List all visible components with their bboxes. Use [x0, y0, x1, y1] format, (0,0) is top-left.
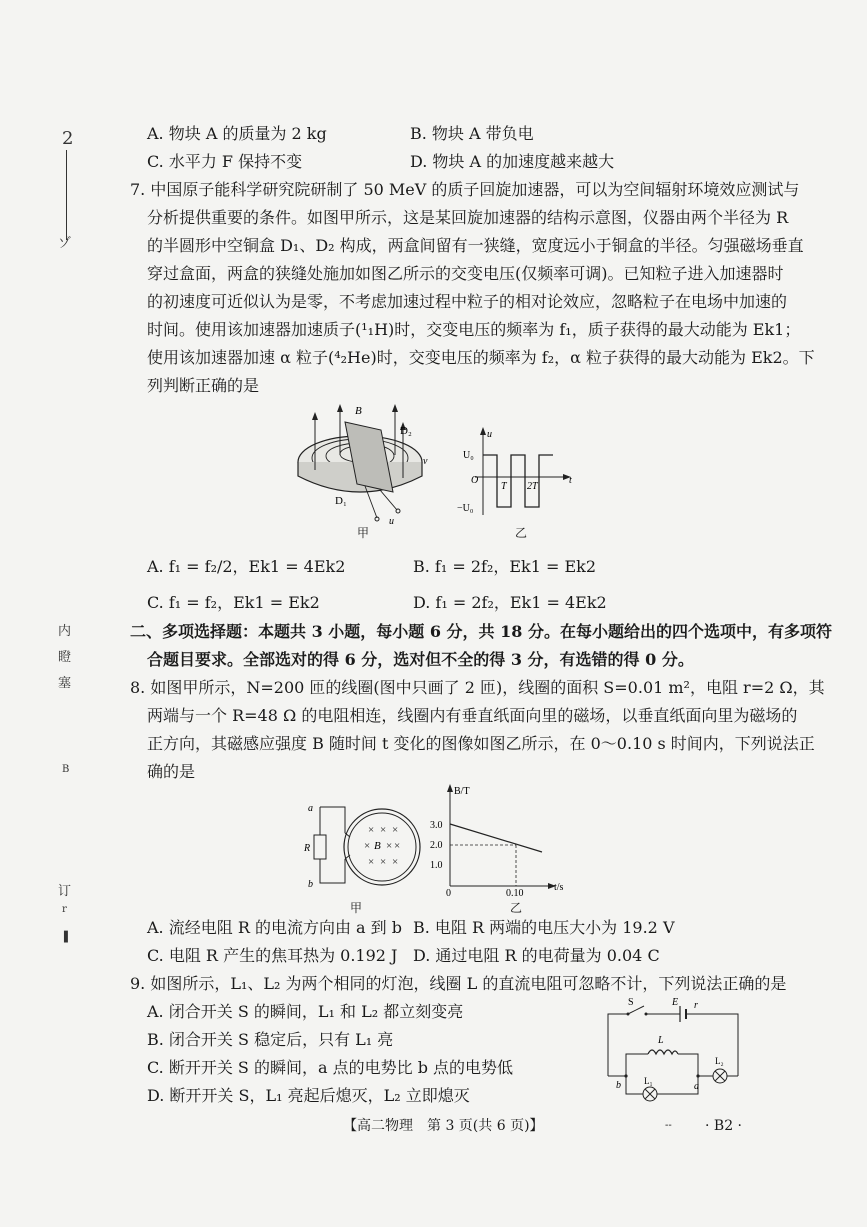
q7-line: 的初速度可近似认为是零，不考虑加速过程中粒子的相对论效应，忽略粒子在电场中加速的 — [147, 292, 788, 311]
square-wave-figure — [455, 425, 580, 520]
label-u: u — [389, 516, 394, 527]
margin-mark: 2 — [62, 128, 74, 149]
q7-line: 列判断正确的是 — [147, 376, 260, 395]
b-t-graph — [420, 782, 580, 897]
node-a — [696, 1074, 699, 1077]
q9-option-b: B. 闭合开关 S 稳定后，只有 L₁ 亮 — [147, 1030, 394, 1049]
q8-line: 8. 如图甲所示，N=200 匝的线圈(图中只画了 2 匝)，线圈的面积 S=0.01 m²，电阻 r=2 Ω，其 — [130, 678, 825, 697]
label-t1: T — [501, 481, 507, 492]
q9-stem: 9. 如图所示，L₁、L₂ 为两个相同的灯泡，线圈 L 的直流电阻可忽略不计，下列说法正确的是 — [130, 974, 787, 993]
q7-option-d: D. f₁ = 2f₂，Ek1 = 4Ek2 — [413, 593, 607, 612]
node-b — [624, 1074, 627, 1077]
margin-mark: ▐ — [60, 932, 68, 943]
svg-text:×: × — [380, 824, 387, 836]
label-v: v — [423, 456, 428, 467]
q6-option-a: A. 物块 A 的质量为 2 kg — [147, 124, 327, 143]
label-s: S — [628, 997, 634, 1008]
field-crosses — [364, 824, 400, 868]
y-axis-arrow — [447, 784, 453, 792]
x-axis-label: t/s — [554, 882, 564, 893]
q7-option-a: A. f₁ = f₂/2，Ek1 = 4Ek2 — [147, 557, 346, 576]
section-heading: 合题目要求。全部选对的得 6 分，选对但不全的得 3 分，有选错的得 0 分。 — [147, 650, 694, 669]
q6-option-b: B. 物块 A 带负电 — [410, 124, 534, 143]
y-tick-3: 3.0 — [430, 820, 443, 831]
q8-option-a: A. 流经电阻 R 的电流方向由 a 到 b — [147, 918, 402, 937]
svg-text:×: × — [394, 840, 401, 852]
b-line — [450, 824, 542, 852]
q8-line: 两端与一个 R=48 Ω 的电阻相连，线圈内有垂直纸面向里的磁场，以垂直纸面向里为磁场的 — [147, 706, 798, 725]
q8-option-d: D. 通过电阻 R 的电荷量为 0.04 C — [413, 946, 660, 965]
lead-wire — [380, 490, 397, 510]
q7-option-b: B. f₁ = 2f₂，Ek1 = Ek2 — [413, 557, 597, 576]
q7-line: 7. 中国原子能科学研究院研制了 50 MeV 的质子回旋加速器，可以为空间辐射环境效应测试与 — [130, 180, 800, 199]
q9-option-c: C. 断开开关 S 的瞬间，a 点的电势比 b 点的电势低 — [147, 1058, 514, 1077]
y-tick-2: 2.0 — [430, 840, 443, 851]
label-l2: L₂ — [715, 1056, 724, 1066]
label-b: B — [374, 840, 381, 852]
cyclotron-figure — [285, 400, 435, 530]
label-t: t — [569, 475, 572, 486]
resistor-r — [314, 835, 326, 859]
q7-line: 穿过盒面，两盒的狭缝处施加如图乙所示的交变电压(仅频率可调)。已知粒子进入加速器时 — [147, 264, 784, 283]
svg-text:×: × — [368, 856, 375, 868]
q7-line: 时间。使用该加速器加速质子(¹₁H)时，交变电压的频率为 f₁，质子获得的最大动能为 Ek1； — [147, 320, 801, 339]
q8-line: 正方向，其磁感应强度 B 随时间 t 变化的图像如图乙所示，在 0～0.10 s 时间内，下列说法正 — [147, 734, 815, 753]
section-heading: 二、多项选择题：本题共 3 小题，每小题 6 分，共 18 分。在每小题给出的四个选项中，有多项符 — [130, 622, 832, 641]
y-tick-1: 1.0 — [430, 860, 443, 871]
q9-option-d: D. 断开开关 S，L₁ 亮起后熄灭，L₂ 立即熄灭 — [147, 1086, 470, 1105]
coil-outer — [344, 809, 420, 885]
margin-mark: 塞 — [58, 676, 72, 691]
q9-option-a: A. 闭合开关 S 的瞬间，L₁ 和 L₂ 都立刻变亮 — [147, 1002, 464, 1021]
svg-text:×: × — [386, 840, 393, 852]
label-neg-u0: −U₀ — [457, 503, 474, 514]
wire-top-left — [608, 1014, 628, 1076]
svg-text:×: × — [364, 840, 371, 852]
margin-mark: r — [62, 904, 67, 915]
label-a: a — [694, 1081, 699, 1092]
terminal — [396, 509, 400, 513]
margin-line — [66, 150, 67, 240]
square-wave — [483, 455, 553, 507]
margin-mark: 瞪 — [58, 650, 72, 665]
fig-label-yi: 乙 — [510, 901, 523, 915]
q6-option-c: C. 水平力 F 保持不变 — [147, 152, 303, 171]
q7-line: 使用该加速器加速 α 粒子(⁴₂He)时，交变电压的频率为 f₂，α 粒子获得的最大动能为 Ek2。下 — [147, 348, 815, 367]
svg-text:×: × — [380, 856, 387, 868]
switch-contact — [627, 1013, 630, 1016]
fig-label-jia: 甲 — [357, 526, 370, 540]
q7-option-c: C. f₁ = f₂，Ek1 = Ek2 — [147, 593, 320, 612]
label-d1: D₁ — [335, 495, 347, 507]
label-u-axis: u — [487, 429, 492, 440]
q8-line: 确的是 — [147, 762, 196, 781]
footer-dash: -- — [665, 1120, 672, 1131]
page-code: · B2 · — [705, 1118, 742, 1134]
q8-option-c: C. 电阻 R 产生的焦耳热为 0.192 J — [147, 946, 398, 965]
svg-text:×: × — [368, 824, 375, 836]
wire — [320, 859, 345, 883]
q8-option-b: B. 电阻 R 两端的电压大小为 19.2 V — [413, 918, 675, 937]
coil-circuit-figure — [300, 795, 430, 905]
fig-label-jia: 甲 — [350, 901, 363, 915]
wire-top-right — [686, 1014, 738, 1076]
margin-mark: ゾ — [58, 236, 72, 251]
label-r: R — [304, 843, 311, 854]
label-b: B — [355, 405, 362, 417]
label-origin: O — [471, 475, 479, 486]
inductor-l — [648, 1050, 678, 1054]
inductor-circuit-figure — [598, 996, 748, 1106]
margin-mark: 内 — [58, 624, 72, 639]
label-e: E — [672, 997, 679, 1008]
label-b: b — [616, 1080, 621, 1091]
label-r: r — [694, 1000, 698, 1011]
fig-label-yi: 乙 — [515, 526, 528, 540]
svg-text:×: × — [392, 856, 399, 868]
label-u0: U₀ — [463, 450, 474, 461]
label-l1: L₁ — [644, 1076, 653, 1086]
x-tick-010: 0.10 — [506, 888, 524, 897]
wire — [320, 807, 345, 833]
q7-line: 分析提供重要的条件。如图甲所示，这是某回旋加速器的结构示意图，仪器由两个半径为 R — [147, 208, 789, 227]
u-axis-arrow — [480, 427, 486, 435]
parallel-branch — [626, 1054, 698, 1094]
label-b-terminal: b — [308, 879, 313, 890]
label-d2: D₂ — [400, 425, 412, 437]
y-axis-label: B/T — [454, 786, 470, 797]
margin-mark: B — [62, 764, 70, 775]
page-footer: 【高二物理 第 3 页(共 6 页)】 — [343, 1118, 544, 1134]
q6-option-d: D. 物块 A 的加速度越来越大 — [410, 152, 615, 171]
q7-line: 的半圆形中空铜盒 D₁、D₂ 构成，两盒间留有一狭缝，宽度远小于铜盒的半径。匀强磁场垂直 — [147, 236, 804, 255]
x-tick-0: 0 — [446, 888, 451, 897]
label-t2: 2T — [527, 481, 538, 492]
svg-text:×: × — [392, 824, 399, 836]
label-a: a — [308, 803, 313, 814]
label-l: L — [658, 1035, 664, 1046]
margin-mark: 订 — [58, 884, 72, 899]
